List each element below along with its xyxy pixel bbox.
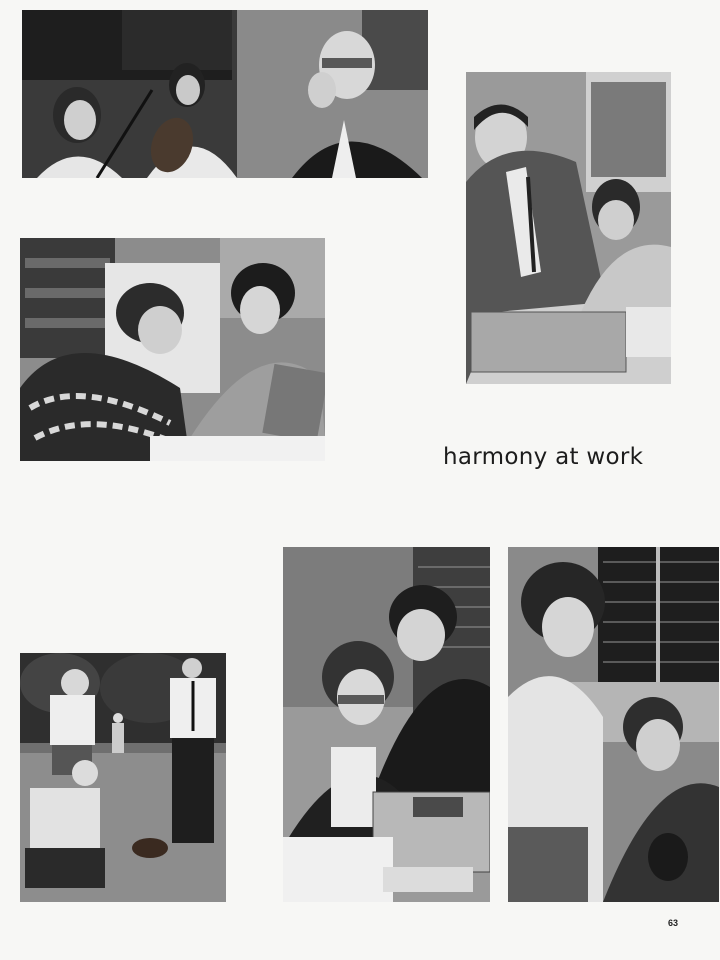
photo-women-by-window <box>508 547 719 902</box>
photo-football-practice <box>20 653 226 902</box>
page-number: 63 <box>668 918 679 928</box>
photo-orchestra-conductor <box>22 10 428 178</box>
page-caption: harmony at work <box>443 444 644 470</box>
photo-students-studying <box>20 238 325 461</box>
photo-teachers-desk <box>466 72 671 384</box>
photo-typing-class <box>283 547 490 902</box>
